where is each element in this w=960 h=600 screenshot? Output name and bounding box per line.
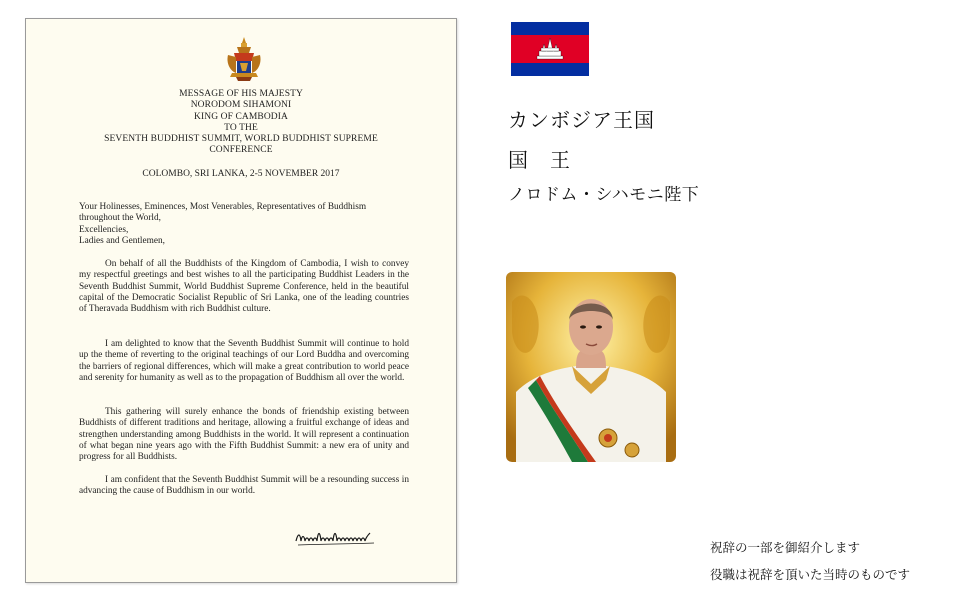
greeting-line: Excellencies, [79, 224, 129, 235]
greeting-line: throughout the World, [79, 213, 161, 224]
heading-line: TO THE [224, 122, 258, 133]
note-line: 役職は祝辞を頂いた当時のものです [710, 567, 911, 582]
letter-paragraph: This gathering will surely enhance the bonds of friendship existing between Buddhists of different traditions and heritage, allowing a fruitful exchange of ideas and strengthen understanding among Buddhists in the world. It will represent a continuation of what began nine years ago with the Fifth Buddhist Summit: a new era of unity and progress for all Buddhists. [79, 407, 409, 463]
heading-line: CONFERENCE [209, 145, 273, 156]
king-portrait [506, 272, 676, 462]
heading-line: NORODOM SIHAMONI [190, 100, 292, 111]
cambodia-flag-icon [511, 22, 589, 76]
heading-line: KING OF CAMBODIA [194, 111, 288, 122]
king-name: ノロドム・シハモニ陛下 [508, 185, 700, 205]
letter-document [25, 18, 457, 583]
royal-title: 国 王 [508, 148, 571, 172]
signature [294, 527, 376, 549]
letter-dateline: COLOMBO, SRI LANKA, 2-5 NOVEMBER 2017 [142, 169, 340, 179]
note-line: 祝辞の一部を御紹介します [710, 540, 861, 555]
letter-paragraph: On behalf of all the Buddhists of the Kingdom of Cambodia, I wish to convey my respectful greetings and best wishes to all the participating Buddhist Leaders in the Seventh Buddhist Summit, World Buddhist Supreme Conference, held in the beautiful capital of the Democratic Socialist Republic of Sri Lanka, one of the leading countries of Theravada Buddhism with rich Buddhist culture. [79, 259, 409, 315]
royal-crest-icon [224, 35, 264, 83]
letter-heading [26, 89, 456, 157]
letter-greeting [79, 202, 409, 247]
heading-line: MESSAGE OF HIS MAJESTY [179, 89, 303, 99]
greeting-line: Ladies and Gentlemen, [79, 235, 165, 246]
letter-paragraph: I am confident that the Seventh Buddhist Summit will be a resounding success in advancing the cause of Buddhism in our world. [79, 475, 409, 497]
heading-line: SEVENTH BUDDHIST SUMMIT, WORLD BUDDHIST SUPREME [104, 134, 378, 145]
letter-paragraph: I am delighted to know that the Seventh Buddhist Summit will continue to hold up the theme of reverting to the original teachings of our Lord Buddha and overcoming the barriers of regional differences, which will make a great contribution to world peace and serenity for humanity as well as to the propagation of Buddhism all over the world. [79, 339, 409, 383]
greeting-line: Your Holinesses, Eminences, Most Venerables, Representatives of Buddhism [79, 202, 367, 212]
country-name: カンボジア王国 [508, 108, 655, 132]
